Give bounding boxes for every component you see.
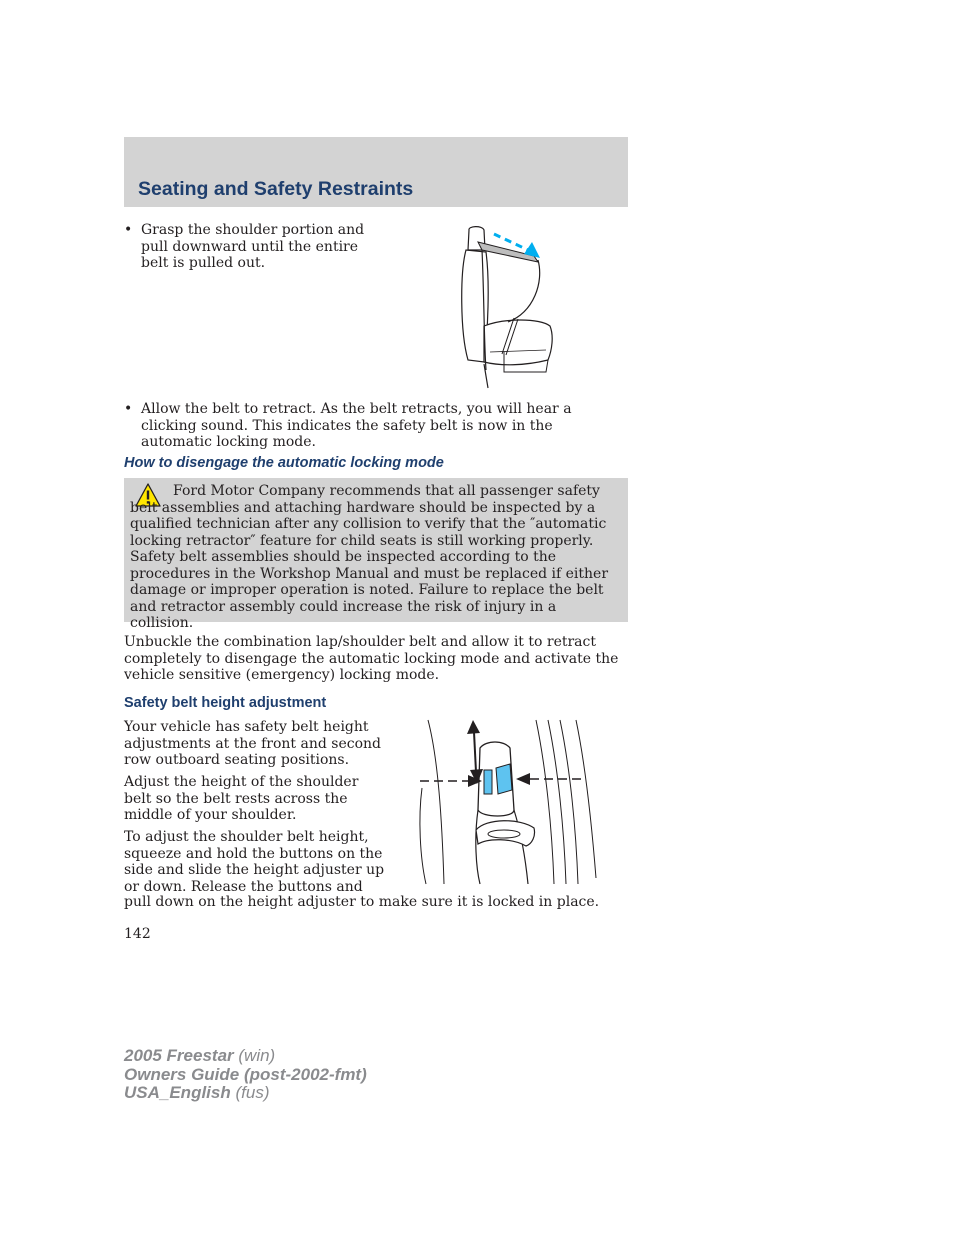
footer-model-suffix: (win)	[238, 1046, 276, 1065]
section-header-band	[124, 137, 628, 207]
bullet-text: Grasp the shoulder portion and pull downward until the entire belt is pulled out.	[141, 222, 365, 271]
height-adjuster-illustration	[416, 718, 606, 886]
page-number: 142	[124, 926, 151, 942]
warning-text: Ford Motor Company recommends that all passenger safety belt assemblies and attaching hardware should be inspected by a qualified technician after any collision to verify that the ″automatic locking retractor″ feature for child seats is still working properly. Safety belt assemblies should be inspected according to the procedures in the Workshop Manual and must be replaced if either damage or improper operation is noted. Failure to replace the belt and retractor assembly could increase the risk of injury in a collision.	[130, 483, 609, 631]
document-footer	[124, 1047, 367, 1103]
bullet-dot: •	[124, 401, 133, 417]
footer-model: 2005 Freestar	[124, 1046, 234, 1065]
paragraph-height-adjust: Adjust the height of the shoulder belt so the belt rests across the middle of your shoulder.	[124, 774, 359, 823]
footer-lang-suffix: (fus)	[235, 1083, 270, 1102]
footer-lang: USA_English	[124, 1083, 231, 1102]
seat-belt-pull-illustration	[454, 222, 564, 390]
paragraph-height-intro: Your vehicle has safety belt height adjustments at the front and second row outboard seating positions.	[124, 719, 382, 768]
subheading-height-adjustment: Safety belt height adjustment	[124, 695, 327, 711]
paragraph-height-procedure-cont: pull down on the height adjuster to make sure it is locked in place.	[124, 894, 600, 910]
paragraph-height-procedure: To adjust the shoulder belt height, squeeze and hold the buttons on the side and slide the height adjuster up or down. Release the buttons and	[124, 829, 385, 895]
section-title: Seating and Safety Restraints	[138, 178, 414, 200]
bullet-text: Allow the belt to retract. As the belt retracts, you will hear a clicking sound. This indicates the safety belt is now in the automatic locking mode.	[141, 401, 572, 450]
warning-box	[124, 478, 628, 631]
footer-guide: Owners Guide (post-2002-fmt)	[124, 1064, 367, 1084]
bullet-dot: •	[124, 222, 133, 238]
subheading-disengage: How to disengage the automatic locking mode	[124, 455, 444, 471]
paragraph-unbuckle: Unbuckle the combination lap/shoulder belt and allow it to retract completely to disengage the automatic locking mode and activate the vehicle sensitive (emergency) locking mode.	[124, 634, 619, 683]
